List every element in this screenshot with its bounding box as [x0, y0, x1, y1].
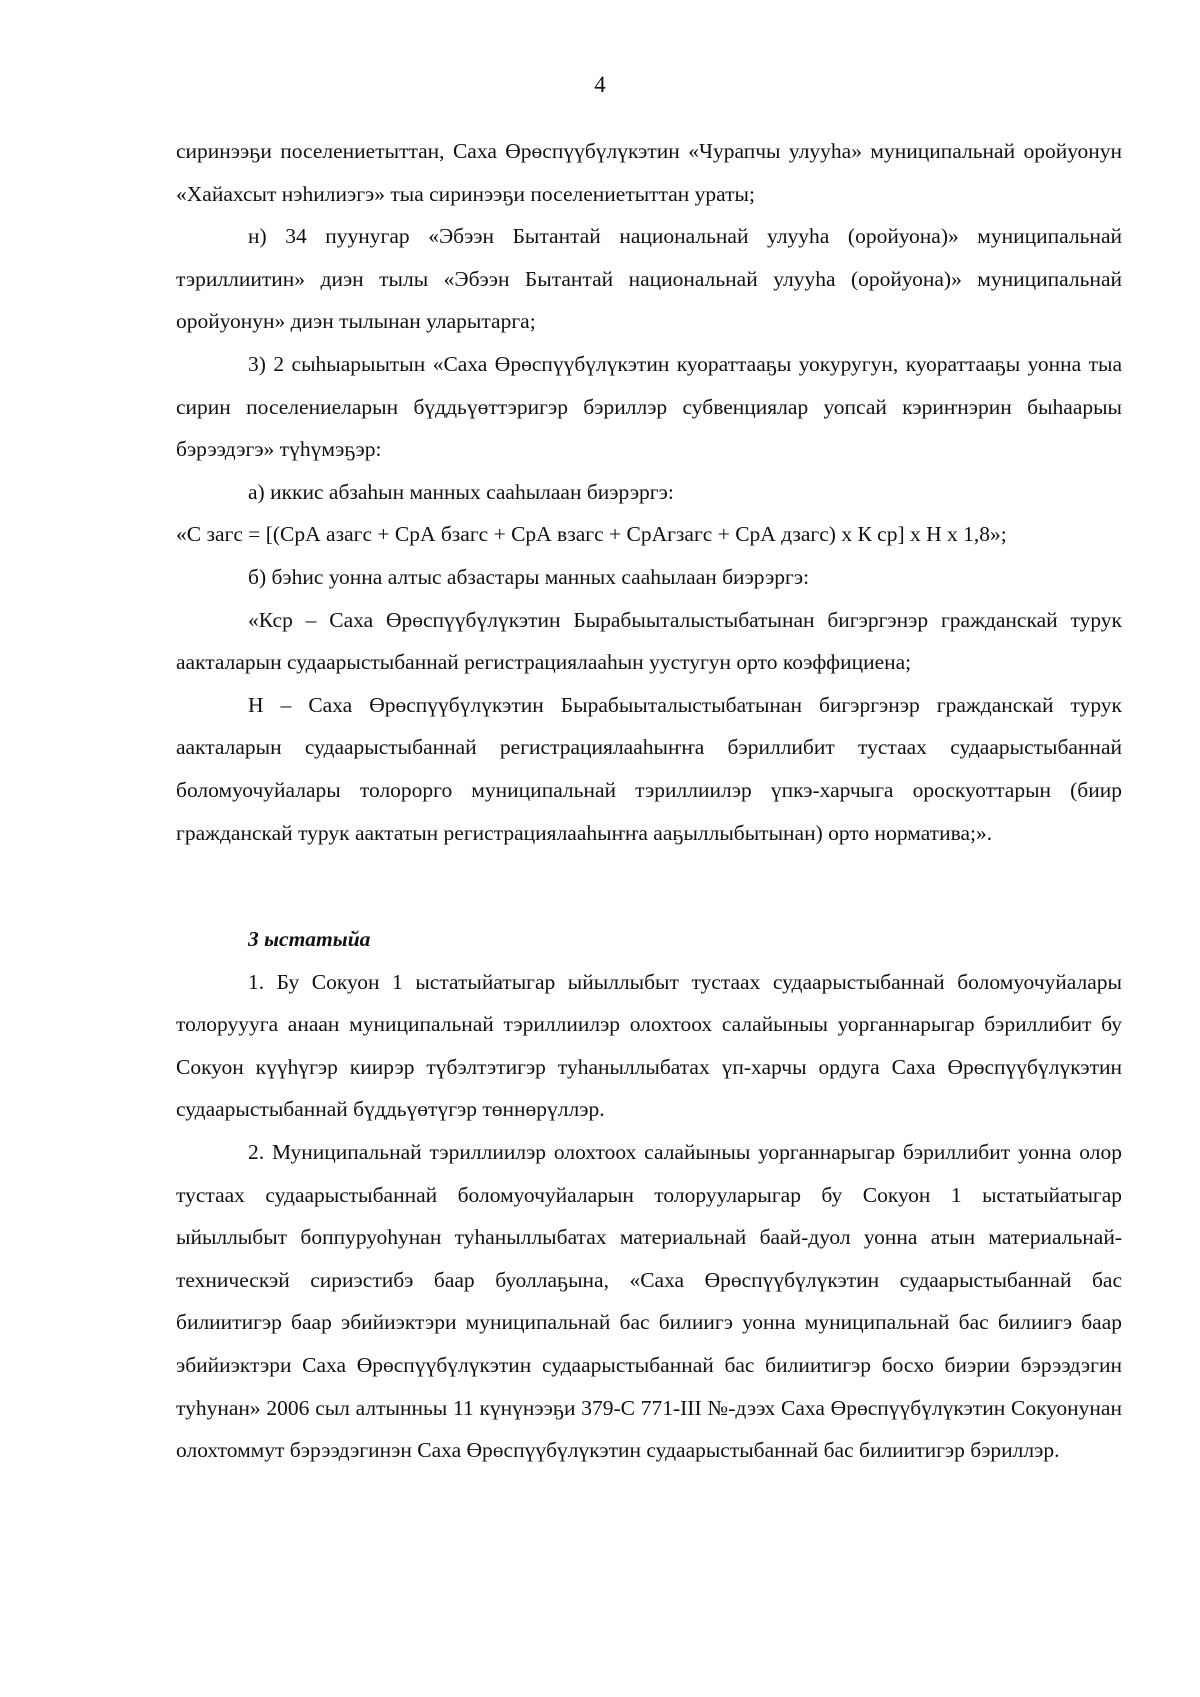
paragraph-n-definition: Н – Саха Өрөспүүбүлүкэтин Бырабыыталыстыбатынан бигэргэнэр гражданскай турук аакталарын судаарыстыбаннай регистрациялааһыҥҥа бэриллибит тустаах судаарыстыбаннай боломуочуйалары толорорго муниципальнай тэриллиилэр үпкэ-харчыга ороскуоттарын (биир гражданскай турук аактатын регистрациялааһыҥҥа ааҕыллыбытынан) орто норматива;». [176, 692, 1122, 845]
paragraph-item-b: б) бэһис уонна алтыс абзастары манных сааһылаан биэрэргэ: [248, 564, 810, 589]
section-paragraph-1: 1. Бу Сокуон 1 ыстатыйатыгар ыйыллыбыт тустаах судаарыстыбаннай боломуочуйалары толоруууга анаан муниципальнай тэриллиилэр олохтоох салайыныы уорганнарыгар бэриллибит бу Сокуон күүһүгэр киирэр түбэлтэтигэр туһаныллыбатах үп-харчы ордуга Саха Өрөспүүбүлүкэтин судаарыстыбаннай бүддьүөтүгэр төннөрүллэр. [176, 969, 1122, 1122]
section-heading: 3 ыстатыйа [248, 927, 371, 952]
section-paragraph-2: 2. Муниципальнай тэриллиилэр олохтоох салайыныы уорганнарыгар бэриллибит уонна олор тустаах судаарыстыбаннай боломуочуйаларын толорууларыгар бу Сокуон 1 ыстатыйатыгар ыйыллыбыт боппуруоһунан туһаныллыбатах материальнай баай-дуол уонна атын материальнай-техническэй сириэстибэ баар буоллаҕына, «Саха Өрөспүүбүлүкэтин судаарыстыбаннай бас билиитигэр баар эбийиэктэри муниципальнай бас билиигэ уонна муниципальнай бас билиигэ баар эбийиэктэри Саха Өрөспүүбүлүкэтин судаарыстыбаннай бас билиитигэр босхо биэрии бэрээдэгин туһунан» 2006 сыл алтынньы 11 күнүнээҕи 379-С 771-III №-дээх Саха Өрөспүүбүлүкэтин Сокуонунан олохтоммут бэрээдэгинэн Саха Өрөспүүбүлүкэтин судаарыстыбаннай бас билиитигэр бэриллэр. [176, 1140, 1122, 1463]
paragraph-item-a: а) иккис абзаһын манных сааһылаан биэрэргэ: [248, 479, 674, 504]
paragraph-ksr-definition: «Кср – Саха Өрөспүүбүлүкэтин Бырабыыталыстыбатынан бигэргэнэр гражданскай турук аакталарын судаарыстыбаннай регистрациялааһын уустугун орто коэффициена; [176, 607, 1122, 675]
formula-line: «С загс = [(СрА азагс + СрА бзагс + СрА взагс + СрАгзагс + СрА дзагс) х К ср] х Н х 1,8»; [176, 522, 1007, 547]
section-spacer [176, 854, 1122, 918]
page-number: 4 [594, 72, 606, 97]
paragraph-item-3: 3) 2 сыһыарыытын «Саха Өрөспүүбүлүкэтин куораттааҕы уокуругун, куораттааҕы уонна тыа сирин поселениеларын бүддьүөттэригэр бэриллэр субвенциялар уопсай кэриҥнэрин быһаарыы бэрээдэгэ» түһүмэҕэр: [176, 351, 1122, 462]
document-body [176, 130, 1122, 1472]
paragraph-item-n: н) 34 пуунугар «Эбээн Бытантай национальнай улууһа (оройуона)» муниципальнай тэриллиитин» диэн тылы «Эбээн Бытантай национальнай улууһа (оройуона)» муниципальнай оройуонун» диэн тылынан уларытарга; [176, 224, 1122, 334]
paragraph-continuation: сиринээҕи поселениетыттан, Саха Өрөспүүбүлүкэтин «Чурапчы улууһа» муниципальнай оройуонун «Хайахсыт нэһилиэгэ» тыа сиринээҕи поселениетыттан ураты; [176, 139, 1122, 206]
